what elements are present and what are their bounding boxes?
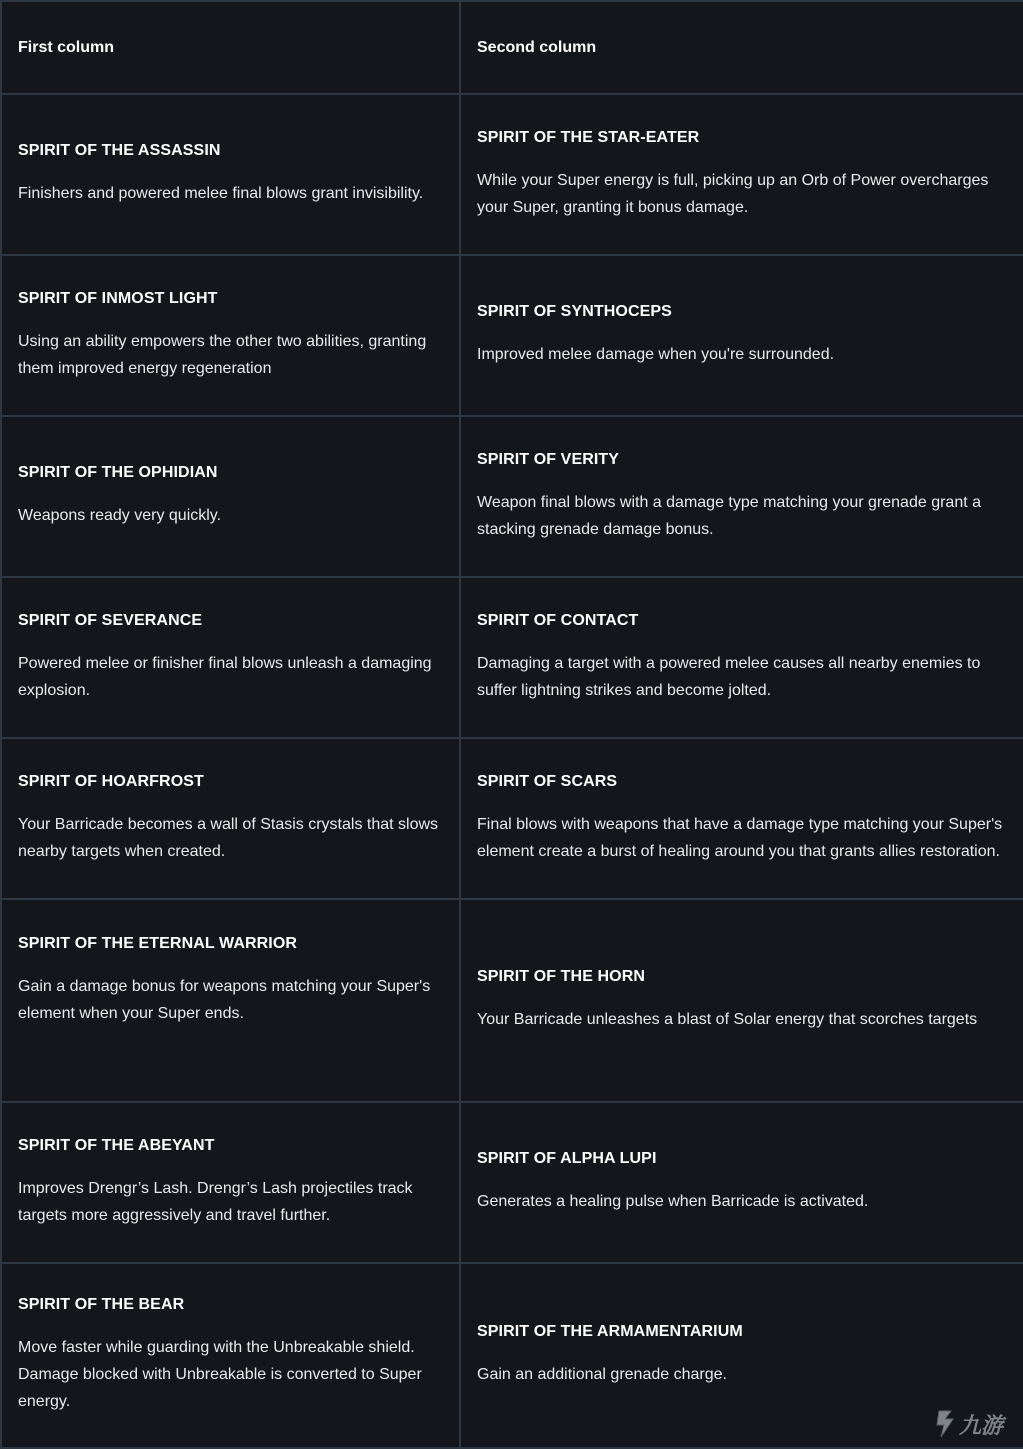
perk-name: SPIRIT OF THE ASSASSIN	[18, 142, 221, 159]
perk-name: SPIRIT OF SEVERANCE	[18, 611, 203, 629]
header-row	[1, 1, 1023, 94]
perk-cell	[460, 255, 1023, 416]
perk-description: Weapon final blows with a damage type matching your grenade grant a stacking grenade damage bonus.	[477, 493, 982, 538]
perk-cell	[1, 899, 460, 1102]
perk-name: SPIRIT OF THE BEAR	[18, 1296, 185, 1313]
perk-cell	[460, 899, 1023, 1102]
perk-description: Improved melee damage when you're surrounded.	[477, 346, 835, 363]
perk-name: SPIRIT OF ALPHA LUPI	[477, 1150, 657, 1167]
column-header-second: Second column	[460, 1, 1023, 94]
perk-cell	[1, 94, 460, 255]
perk-name: SPIRIT OF THE ARMAMENTARIUM	[477, 1323, 743, 1340]
perk-cell	[460, 94, 1023, 255]
table-row	[1, 738, 1023, 899]
perk-description: Using an ability empowers the other two abilities, granting them improved energy regeneration	[18, 332, 427, 377]
perk-cell	[460, 577, 1023, 738]
perk-description: Weapons ready very quickly.	[18, 507, 222, 524]
perk-description: Final blows with weapons that have a damage type matching your Super's element create a burst of healing around you that grants allies restoration.	[477, 815, 1003, 860]
table-row	[1, 255, 1023, 416]
watermark-text: 九游	[959, 1414, 1004, 1439]
table-row	[1, 1102, 1023, 1263]
perk-name: SPIRIT OF HOARFROST	[18, 772, 204, 790]
table-row	[1, 1263, 1023, 1448]
perk-description: Finishers and powered melee final blows grant invisibility.	[18, 185, 424, 202]
perk-description: Gain an additional grenade charge.	[477, 1366, 727, 1383]
perk-description: Your Barricade unleashes a blast of Solar energy that scorches targets	[477, 1011, 978, 1028]
perk-cell	[1, 1102, 460, 1263]
table-row	[1, 94, 1023, 255]
perk-description: While your Super energy is full, picking up an Orb of Power overcharges your Super, granting it bonus damage.	[477, 171, 989, 216]
perk-description: Move faster while guarding with the Unbreakable shield. Damage blocked with Unbreakable is converted to Super energy.	[18, 1339, 422, 1410]
perk-cell	[1, 1263, 460, 1448]
perk-description: Improves Drengr’s Lash. Drengr’s Lash projectiles track targets more aggressively and travel further.	[18, 1179, 413, 1224]
table-row	[1, 899, 1023, 1102]
perk-description: Generates a healing pulse when Barricade is activated.	[477, 1193, 869, 1210]
perk-name: SPIRIT OF INMOST LIGHT	[18, 289, 218, 307]
perk-name: SPIRIT OF SCARS	[477, 772, 618, 790]
perk-cell	[1, 255, 460, 416]
table-row	[1, 416, 1023, 577]
perk-cell	[1, 416, 460, 577]
jiuyou-logo-icon	[929, 1405, 1019, 1443]
perk-name: SPIRIT OF THE ETERNAL WARRIOR	[18, 935, 298, 952]
perk-name: SPIRIT OF THE STAR-EATER	[477, 128, 700, 146]
perk-description: Damaging a target with a powered melee causes all nearby enemies to suffer lightning strikes and become jolted.	[477, 654, 981, 699]
perk-name: SPIRIT OF THE ABEYANT	[18, 1136, 215, 1154]
perk-cell	[460, 738, 1023, 899]
perk-description: Your Barricade becomes a wall of Stasis crystals that slows nearby targets when created.	[18, 815, 439, 860]
perk-name: SPIRIT OF VERITY	[477, 450, 620, 468]
perk-name: SPIRIT OF THE HORN	[477, 968, 646, 985]
column-header-first: First column	[1, 1, 460, 94]
perk-description: Powered melee or finisher final blows unleash a damaging explosion.	[18, 654, 432, 699]
perk-name: SPIRIT OF SYNTHOCEPS	[477, 303, 672, 320]
perk-cell	[460, 1102, 1023, 1263]
perk-cell	[460, 416, 1023, 577]
perk-cell	[1, 738, 460, 899]
perk-name: SPIRIT OF THE OPHIDIAN	[18, 464, 218, 481]
watermark-logo	[929, 1405, 1019, 1443]
perk-name: SPIRIT OF CONTACT	[477, 611, 639, 629]
perk-description: Gain a damage bonus for weapons matching your Super's element when your Super ends.	[18, 978, 431, 1022]
table-row	[1, 577, 1023, 738]
perk-cell	[1, 577, 460, 738]
